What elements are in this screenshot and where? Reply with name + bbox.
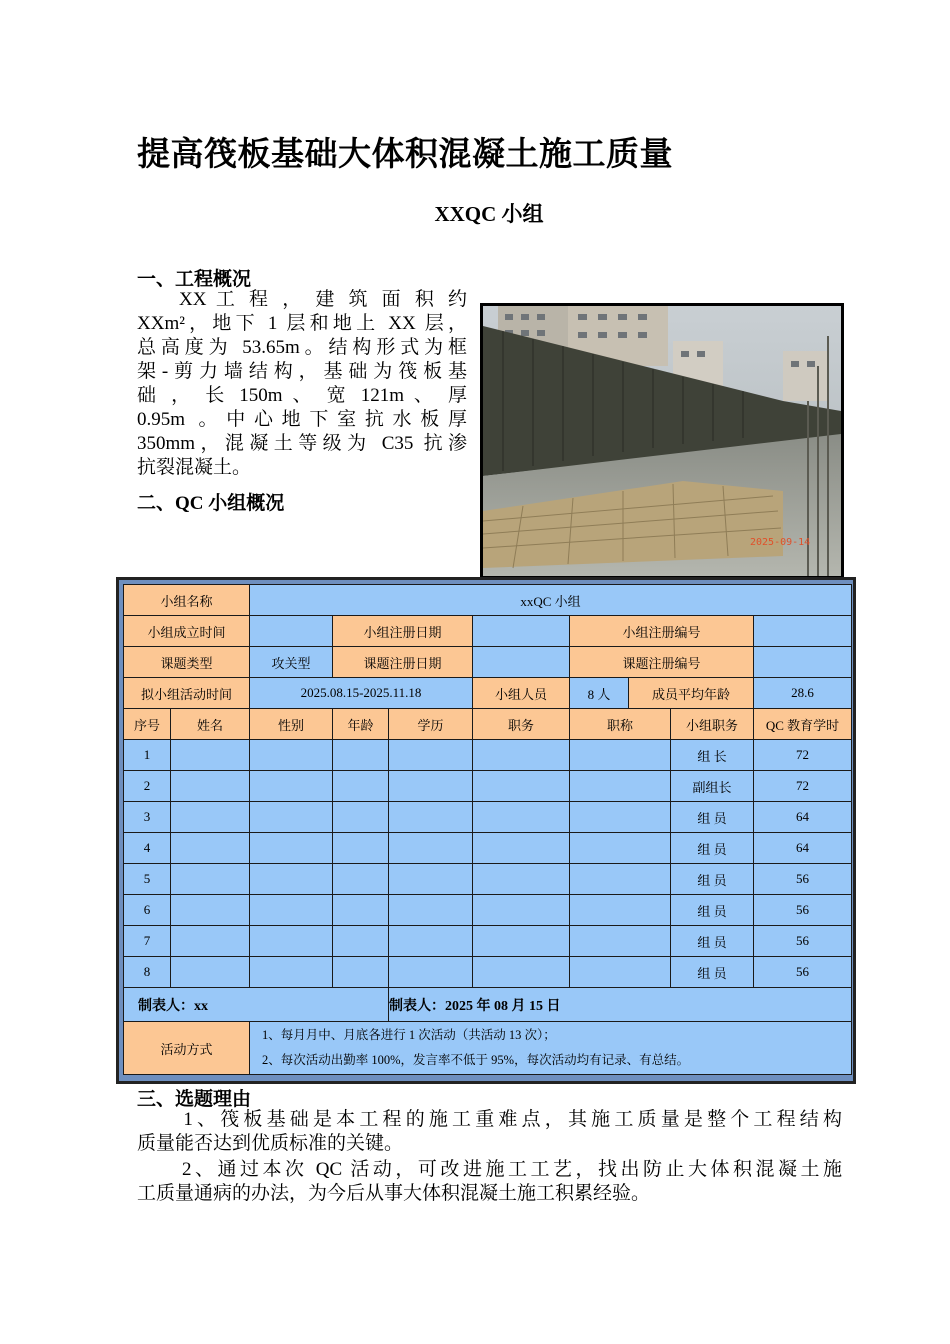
table-row	[124, 833, 852, 864]
member-number: 6	[124, 895, 171, 926]
header-name: 姓名	[171, 709, 250, 740]
member-number: 4	[124, 833, 171, 864]
member-number: 7	[124, 926, 171, 957]
table-row-activity-mode	[124, 1022, 852, 1075]
table-row	[124, 957, 852, 988]
section-heading-topic-reason: 三、选题理由	[137, 1089, 252, 1110]
member-number: 5	[124, 864, 171, 895]
reason-line: 质量能否达到优质标准的关键。	[137, 1133, 404, 1154]
members-header-row	[124, 709, 852, 740]
member-number: 3	[124, 802, 171, 833]
activity-mode-value	[250, 1022, 852, 1075]
member-hours: 64	[754, 833, 852, 864]
member-role: 组 员	[671, 926, 754, 957]
activity-period-value: 2025.08.15-2025.11.18	[250, 678, 473, 709]
member-number: 1	[124, 740, 171, 771]
member-hours: 56	[754, 926, 852, 957]
activity-mode-label: 活动方式	[124, 1022, 250, 1075]
table-row	[124, 864, 852, 895]
header-age: 年龄	[333, 709, 389, 740]
overview-line: XXm²，地下 1 层和地上 XX 层，	[137, 313, 467, 334]
table-row	[124, 926, 852, 957]
reason-line: 1、筏板基础是本工程的施工重难点，其施工质量是整个工程结构	[137, 1109, 842, 1130]
table-row	[124, 771, 852, 802]
table-maker: 制表人：xx	[124, 988, 389, 1022]
table-row-topic	[124, 647, 852, 678]
average-age-label: 成员平均年龄	[629, 678, 754, 709]
overview-line: 350mm，混凝土等级为 C35 抗渗	[137, 433, 467, 454]
header-position: 职务	[473, 709, 570, 740]
member-count-value: 8 人	[570, 678, 629, 709]
member-number: 2	[124, 771, 171, 802]
member-hours: 56	[754, 864, 852, 895]
topic-registration-date-value	[473, 647, 570, 678]
member-count-label: 小组人员	[473, 678, 570, 709]
topic-registration-number-value	[754, 647, 852, 678]
group-registration-date-value	[473, 616, 570, 647]
group-registration-date-label: 小组注册日期	[333, 616, 473, 647]
header-qc-hours: QC 教育学时	[754, 709, 852, 740]
header-gender: 性别	[250, 709, 333, 740]
overview-line: 0.95m 。中心地下室抗水板厚	[137, 409, 467, 430]
founding-date-label: 小组成立时间	[124, 616, 250, 647]
qc-group-table	[123, 584, 852, 1075]
topic-reason-paragraph-1	[137, 1108, 842, 1156]
member-hours: 72	[754, 740, 852, 771]
table-row-group-name	[124, 585, 852, 616]
table-row	[124, 895, 852, 926]
group-registration-number-value	[754, 616, 852, 647]
section-heading-overview: 一、工程概况	[137, 269, 252, 290]
table-row-activity-time	[124, 678, 852, 709]
member-role: 组 员	[671, 957, 754, 988]
document-title: 提高筏板基础大体积混凝土施工质量	[137, 137, 673, 173]
activity-line: 1、每月月中、月底各进行 1 次活动（共活动 13 次）；	[262, 1028, 556, 1042]
table-date: 制表人：2025 年 08 月 15 日	[389, 988, 852, 1022]
table-row-signature	[124, 988, 852, 1022]
topic-type-value: 攻关型	[250, 647, 333, 678]
topic-registration-date-label: 课题注册日期	[333, 647, 473, 678]
overview-line: 总高度为 53.65m。结构形式为框	[137, 337, 467, 358]
member-hours: 64	[754, 802, 852, 833]
member-role: 副组长	[671, 771, 754, 802]
founding-date-value	[250, 616, 333, 647]
member-role: 组 员	[671, 802, 754, 833]
overview-line: XX 工 程 ， 建 筑 面 积 约	[179, 289, 467, 310]
member-hours: 56	[754, 957, 852, 988]
overview-line: 架-剪力墙结构，基础为筏板基	[137, 361, 467, 382]
topic-type-label: 课题类型	[124, 647, 250, 678]
topic-reason-paragraph-2	[137, 1158, 842, 1206]
reason-line: 工质量通病的办法，为今后从事大体积混凝土施工积累经验。	[137, 1183, 651, 1204]
table-row	[124, 802, 852, 833]
overview-line: 础 ， 长 150m 、 宽 121m 、 厚	[137, 385, 467, 406]
reason-line: 2、通过本次 QC 活动，可改进施工工艺，找出防止大体积混凝土施	[137, 1159, 842, 1180]
average-age-value: 28.6	[754, 678, 852, 709]
group-name-value: xxQC 小组	[250, 585, 852, 616]
member-role: 组 员	[671, 864, 754, 895]
header-number: 序号	[124, 709, 171, 740]
header-group-role: 小组职务	[671, 709, 754, 740]
table-row	[124, 740, 852, 771]
member-role: 组 员	[671, 895, 754, 926]
photo-date-stamp: 2025-09-14	[750, 537, 811, 548]
activity-line: 2、每次活动出勤率 100%，发言率不低于 95%，每次活动均有记录、有总结。	[262, 1053, 690, 1067]
member-role: 组 员	[671, 833, 754, 864]
header-title: 职称	[570, 709, 671, 740]
activity-period-label: 拟小组活动时间	[124, 678, 250, 709]
member-hours: 56	[754, 895, 852, 926]
member-role: 组 长	[671, 740, 754, 771]
group-registration-number-label: 小组注册编号	[570, 616, 754, 647]
member-number: 8	[124, 957, 171, 988]
topic-registration-number-label: 课题注册编号	[570, 647, 754, 678]
header-education: 学历	[389, 709, 473, 740]
qc-group-table-frame	[116, 577, 856, 1084]
overview-paragraph	[137, 288, 467, 480]
group-name-label: 小组名称	[124, 585, 250, 616]
overview-line: 抗裂混凝土。	[137, 457, 252, 478]
section-heading-qc-group: 二、QC 小组概况	[137, 493, 285, 514]
member-hours: 72	[754, 771, 852, 802]
table-row-registration	[124, 616, 852, 647]
document-subtitle: XXQC 小组	[434, 202, 544, 226]
